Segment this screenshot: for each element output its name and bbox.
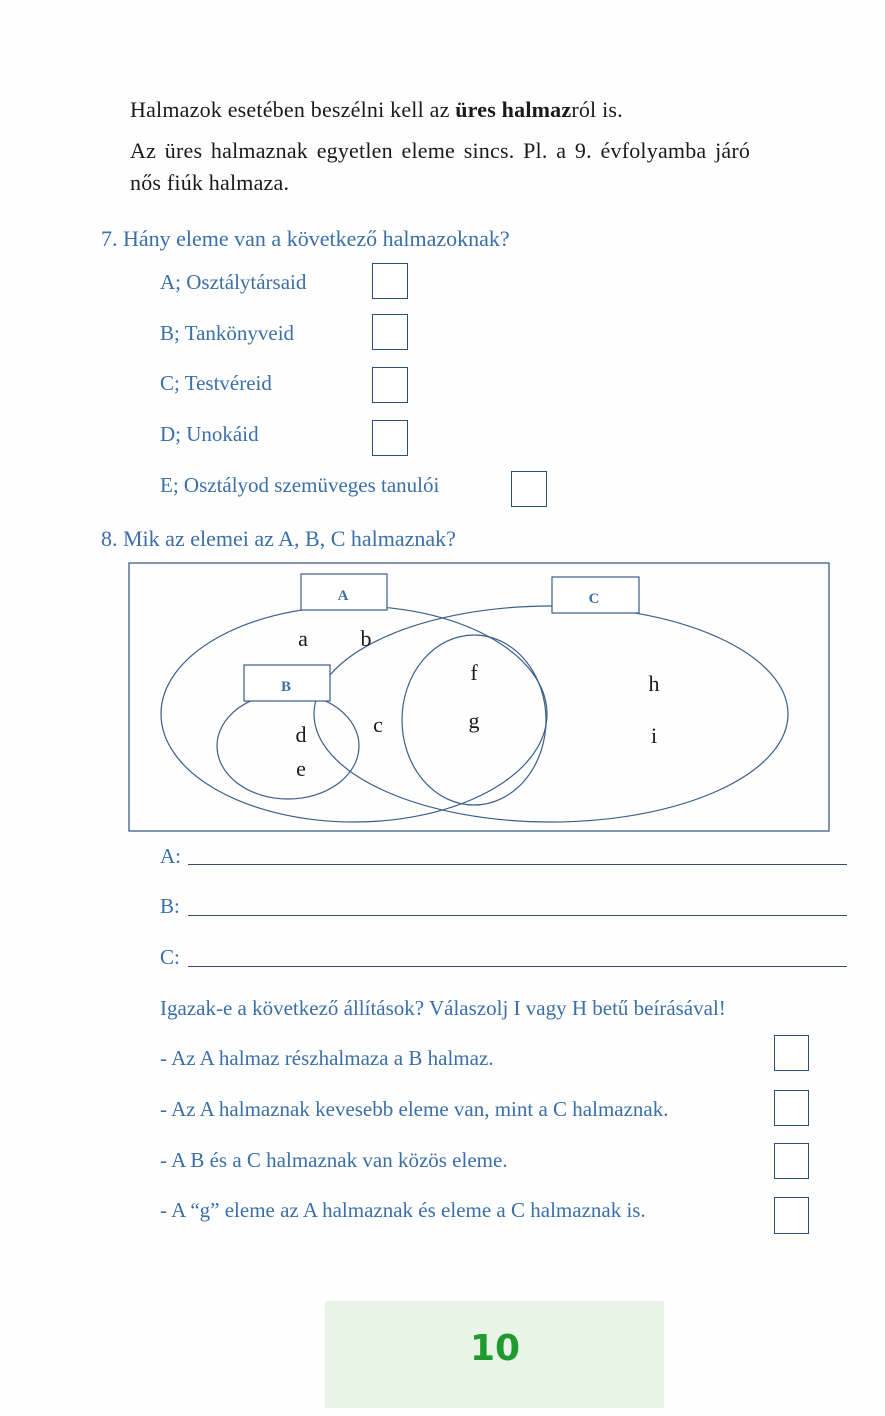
page-number: 10 <box>470 1328 521 1369</box>
q7-answer-box-e[interactable] <box>511 471 547 507</box>
set-c-ellipse <box>314 606 788 822</box>
q7-answer-box-a[interactable] <box>372 263 408 299</box>
empty-set-term: üres halmaz <box>455 97 572 122</box>
answer-line-b[interactable] <box>188 915 847 916</box>
set-a-ellipse <box>161 606 547 822</box>
q7-item-label: C; Testvéreid <box>160 371 272 395</box>
element-e: e <box>296 756 306 781</box>
truefalse-instruction: Igazak-e a következő állítások? Válaszolj I vagy H betű beírásával! <box>160 996 726 1020</box>
set-b-ellipse <box>217 693 359 799</box>
q7-item-label: E; Osztályod szemüveges tanulói <box>160 473 440 497</box>
element-i: i <box>650 723 658 748</box>
element-f: f <box>470 660 478 685</box>
q7-item-label: B; Tankönyveid <box>160 321 295 345</box>
statement-answer-box-2[interactable] <box>774 1090 809 1126</box>
element-c: c <box>373 712 383 737</box>
q7-item-label: A; Osztálytársaid <box>160 270 307 294</box>
statement-answer-box-3[interactable] <box>774 1143 809 1179</box>
answer-line-c[interactable] <box>188 966 847 967</box>
q7-item-label: D; Unokáid <box>160 422 259 446</box>
statement-answer-box-4[interactable] <box>774 1197 809 1234</box>
question-7-title: 7. Hány eleme van a következő halmazoknak? <box>101 226 510 251</box>
statement-answer-box-1[interactable] <box>774 1035 809 1071</box>
element-h: h <box>648 671 660 696</box>
question-8-title: 8. Mik az elemei az A, B, C halmaznak? <box>101 526 456 551</box>
element-g: g <box>468 708 480 733</box>
q7-answer-box-c[interactable] <box>372 367 408 403</box>
intro-line-2: Az üres halmaznak egyetlen eleme sincs. Pl. a 9. évfolyamba járó <box>130 138 751 163</box>
answer-label-c: C: <box>160 945 180 969</box>
intro-text: Halmazok esetében beszélni kell az <box>130 97 456 122</box>
intro-line-1 <box>130 97 623 123</box>
answer-label-a: A: <box>160 844 181 868</box>
set-a-label: A <box>337 588 349 604</box>
statement-text: - A “g” eleme az A halmaznak és eleme a C halmaznak is. <box>160 1198 646 1222</box>
intro-text-end: ról is. <box>571 97 623 122</box>
venn-diagram <box>128 562 831 834</box>
intro-line-3: nős fiúk halmaza. <box>130 170 290 195</box>
answer-label-b: B: <box>160 894 180 918</box>
element-b: b <box>360 626 372 651</box>
statement-text: - Az A halmaznak kevesebb eleme van, mint a C halmaznak. <box>160 1097 669 1121</box>
element-a: a <box>298 626 308 651</box>
q7-answer-box-d[interactable] <box>372 420 408 456</box>
statement-text: - A B és a C halmaznak van közös eleme. <box>160 1148 508 1172</box>
set-b-label: B <box>280 679 292 695</box>
statement-text: - Az A halmaz részhalmaza a B halmaz. <box>160 1046 494 1070</box>
venn-frame <box>129 563 829 831</box>
q7-answer-box-b[interactable] <box>372 314 408 350</box>
set-c-label: C <box>588 591 600 607</box>
answer-line-a[interactable] <box>188 864 847 865</box>
element-d: d <box>295 722 307 747</box>
